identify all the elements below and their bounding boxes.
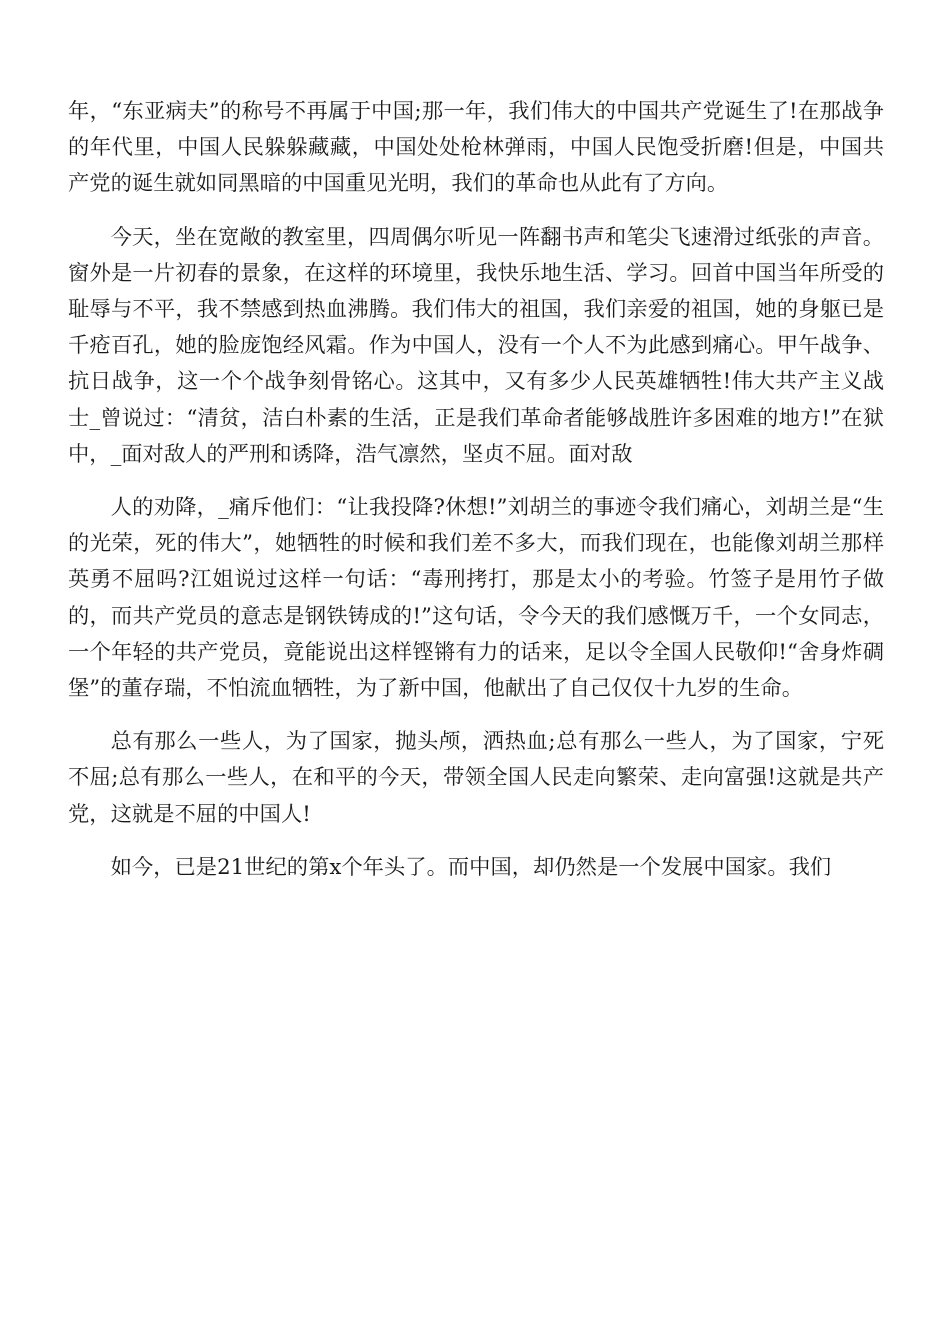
- paragraph-3: 人的劝降，_痛斥他们：“让我投降?休想!”刘胡兰的事迹令我们痛心，刘胡兰是“生的光荣，死的伟大”，她牺牲的时候和我们差不多大，而我们现在，也能像刘胡兰那样英勇不屈吗?江姐说过这样一句话：“毒刑拷打，那是太小的考验。竹签子是用竹子做的，而共产党员的意志是钢铁铸成的!”这句话，令今天的我们感慨万千，一个女同志，一个年轻的共产党员，竟能说出这样铿锵有力的话来，足以令全国人民敬仰!“舍身炸碉堡”的董存瑞，不怕流血牺牲，为了新中国，他献出了自己仅仅十九岁的生命。: [68, 495, 884, 702]
- paragraph-4: 总有那么一些人，为了国家，抛头颅，洒热血;总有那么一些人，为了国家，宁死不屈;总有那么一些人，在和平的今天，带领全国人民走向繁荣、走向富强!这就是共产党，这就是不屈的中国人!: [68, 729, 884, 827]
- paragraph-2: 今天，坐在宽敞的教室里，四周偶尔听见一阵翻书声和笔尖飞速滑过纸张的声音。窗外是一片初春的景象，在这样的环境里，我快乐地生活、学习。回首中国当年所受的耻辱与不平，我不禁感到热血沸腾。我们伟大的祖国，我们亲爱的祖国，她的身躯已是千疮百孔，她的脸庞饱经风霜。作为中国人，没有一个人不为此感到痛心。甲午战争、抗日战争，这一个个战争刻骨铭心。这其中，又有多少人民英雄牺牲!伟大共产主义战士_曾说过：“清贫，洁白朴素的生活，正是我们革命者能够战胜许多困难的地方!”在狱中，_面对敌人的严刑和诱降，浩气凛然，坚贞不屈。面对敌: [68, 224, 884, 467]
- paragraph-1: 年，“东亚病夫”的称号不再属于中国;那一年，我们伟大的中国共产党诞生了!在那战争的年代里，中国人民躲躲藏藏，中国处处枪林弹雨，中国人民饱受折磨!但是，中国共产党的诞生就如同黑暗的中国重见光明，我们的革命也从此有了方向。: [68, 99, 884, 197]
- document-page: [68, 94, 884, 903]
- paragraph-5: 如今，已是21世纪的第x个年头了。而中国，却仍然是一个发展中国家。我们: [110, 854, 832, 880]
